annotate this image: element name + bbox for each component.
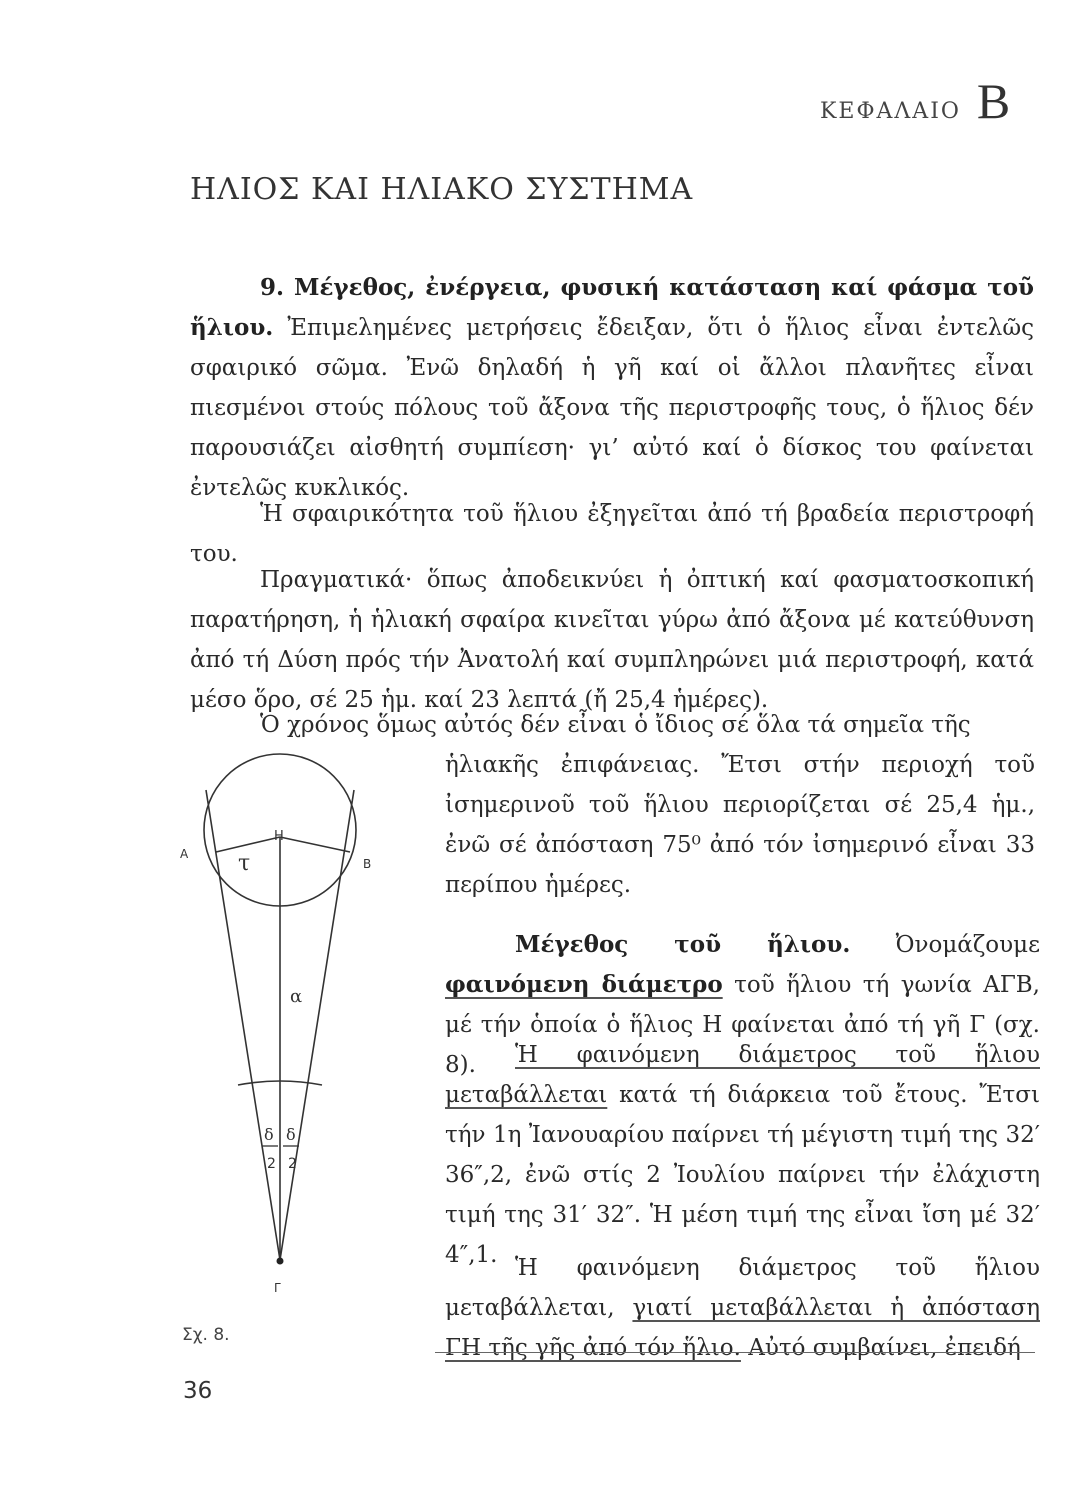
size-paragraph-2-text: κατά τή διάρκεια τοῦ ἔτους. Ἔτσι τήν 1η Ἰανουαρίου παίρνει τή μέγιστη τιμή της 32′ 36″,2, ἐνῶ στίς 2 Ἰουλίου παίρνει τήν ἐλάχιστη τιμή της 31′ 32″. Ἡ μέση τιμή της εἶναι ἴση μέ 32′ 4″,1.: [445, 1082, 1040, 1268]
label-two-left: 2: [267, 1156, 276, 1172]
pen-underline-mark: [435, 1352, 1035, 1353]
size-paragraph-2: [445, 1035, 1040, 1275]
chapter-word: ΚΕΦΑΛΑΙΟ: [820, 99, 961, 124]
page-number: 36: [183, 1378, 213, 1404]
label-B: Β: [363, 857, 372, 871]
radius-line-right: [280, 837, 350, 852]
figure-caption: Σχ. 8.: [182, 1325, 230, 1345]
tangent-line-right: [280, 790, 354, 1260]
label-alpha: α: [290, 986, 303, 1007]
radius-line-left: [216, 837, 280, 852]
label-r: τ: [238, 851, 251, 876]
chapter-title: ΗΛΙΟΣ ΚΑΙ ΗΛΙΑΚΟ ΣΥΣΤΗΜΑ: [190, 172, 694, 207]
label-H: Η: [274, 829, 284, 844]
section-9-paragraph-3: Πραγματικά· ὅπως ἀποδεικνύει ἡ ὀπτική καί φασματοσκοπική παρατήρηση, ἡ ἡλιακή σφαίρα κινεῖται γύρω ἀπό ἄξονα μέ κατεύθυνση ἀπό τή Δύση πρός τήν Ἀνατολή καί συμπληρώνει μιά περιστροφή, κατά μέσο ὅρο, σέ 25 ἡμ. καί 23 λεπτά (ἤ 25,4 ἡμέρες).: [190, 567, 1034, 713]
section-9-paragraph-2: Ἡ σφαιρικότητα τοῦ ἥλιου ἐξηγεῖται ἀπό τή βραδεία περιστροφή του.: [190, 501, 1034, 567]
earth-point: [277, 1258, 284, 1265]
apparent-diameter-term: φαινόμενη διάμετρο: [445, 971, 723, 998]
section-9-heading: 9. Μέγεθος, ἐνέργεια, φυσική κατάσταση καί φάσμα τοῦ ἥλιου.: [190, 274, 1034, 341]
label-two-right: 2: [288, 1156, 297, 1172]
section-9-paragraph-4-rest: ἡλιακῆς ἐπιφάνειας. Ἔτσι στήν περιοχή τοῦ ἰσημερινοῦ τοῦ ἥλιου περιορίζεται σέ 25,4 ἡμ., ἐνῶ σέ ἀπόσταση 75⁰ ἀπό τόν ἰσημερινό εἶναι 33 περίπου ἡμέρες.: [445, 752, 1035, 898]
label-A: Α: [180, 847, 189, 861]
size-text-a: Ὀνομάζουμε: [850, 932, 1040, 958]
size-text-b: τοῦ ἥλιου τή γωνία ΑΓΒ, μέ τήν ὁποία ὁ ἥλιος Η φαίνεται ἀπό τή γῆ Γ (σχ. 8).: [445, 972, 1040, 1078]
size-paragraph-3-a: Ἡ φαινόμενη διάμετρος τοῦ ἥλιου μεταβάλλεται,: [445, 1255, 1040, 1321]
size-paragraph-3-b: Αὐτό συμβαίνει, ἐπειδή: [740, 1335, 1021, 1361]
underlined-statement: Ἡ φαινόμενη διάμετρος τοῦ ἥλιου μεταβάλλεται: [445, 1042, 1040, 1108]
label-delta-right: δ: [286, 1125, 296, 1144]
section-9-text: Ἐπιμελημένες μετρήσεις ἔδειξαν, ὅτι ὁ ἥλιος εἶναι ἐντελῶς σφαιρικό σῶμα. Ἐνῶ δηλαδή ἡ γῆ καί οἱ ἄλλοι πλανῆτες εἶναι πιεσμένοι στούς πόλους τοῦ ἄξονα τῆς περιστροφῆς τους, ὁ ἥλιος δέν παρουσιάζει αἰσθητή συμπίεση· γι’ αὐτό καί ὁ δίσκος του φαίνεται ἐντελῶς κυκλικός.: [190, 315, 1034, 501]
size-paragraph-3: [445, 1248, 1040, 1368]
section-9-paragraph-1: [190, 268, 1034, 508]
figure-8-diagram: [170, 740, 430, 1320]
size-heading: Μέγεθος τοῦ ἥλιου.: [515, 931, 851, 958]
section-9-paragraph-4-start: Ὁ χρόνος ὅμως αὐτός δέν εἶναι ὁ ἴδιος σέ ὅλα τά σημεῖα τῆς: [260, 712, 971, 738]
label-G: Γ: [274, 1281, 281, 1295]
chapter-header: [820, 72, 1012, 130]
label-delta-left: δ: [264, 1125, 274, 1144]
chapter-letter: B: [976, 73, 1013, 129]
underlined-reason: γιατί μεταβάλλεται ἡ ἀπόσταση ΓΗ τῆς γῆς ἀπό τόν ἥλιο.: [445, 1295, 1040, 1361]
